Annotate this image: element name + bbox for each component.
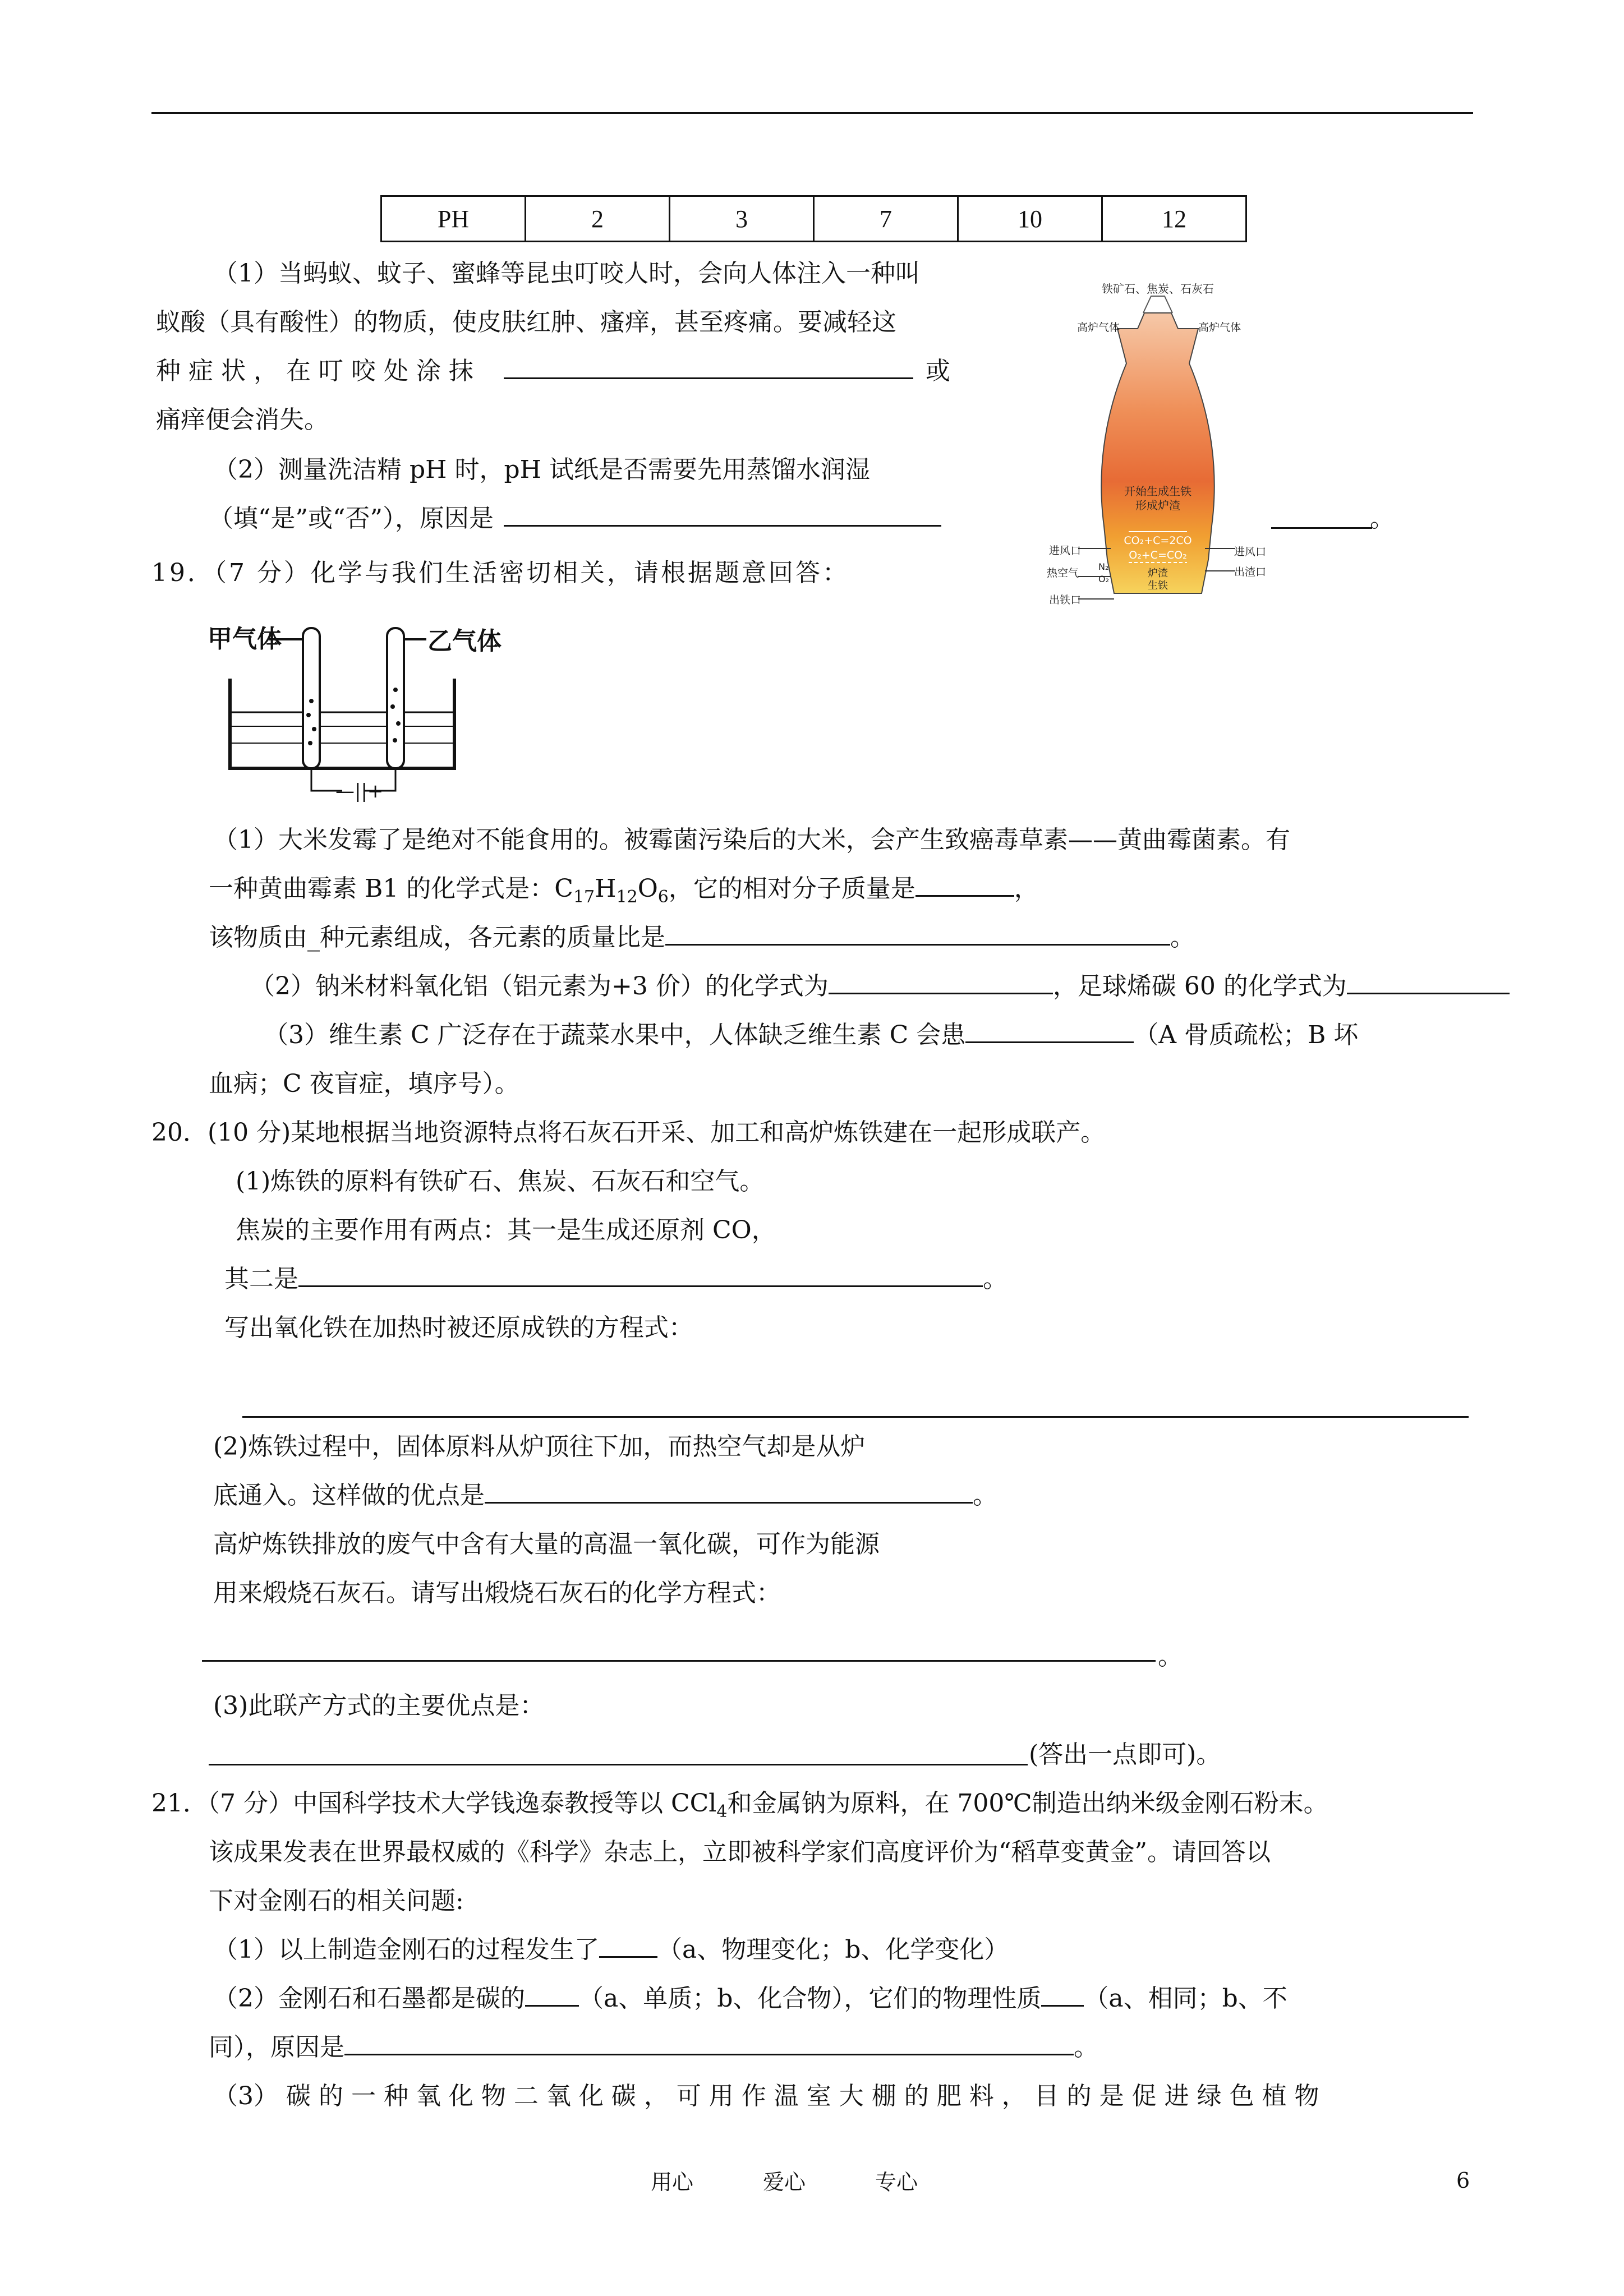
q20-p7: 高炉炼铁排放的废气中含有大量的高温一氧化碳，可作为能源 [213,1530,880,1559]
furnace-mid1: 开始生成生铁 [1124,485,1191,498]
answer-blank[interactable] [344,2031,1074,2055]
table-cell: 12 [1102,196,1246,242]
blast-furnace-diagram [1045,279,1271,620]
q21-text: （2）金刚石和石墨都是碳的 [213,1984,525,2013]
q21-text: 。 [1074,2033,1098,2062]
ph-table [380,195,1247,242]
q20-p5: (2)炼铁过程中，固体原料从炉顶往下加，而热空气却是从炉 [213,1432,866,1461]
q19-text: 该物质由_种元素组成，各元素的质量比是 [209,923,665,952]
q19-s2-line [250,970,1510,1003]
q21-text: 和金属钠为原料，在 700℃制造出纳米级金刚石粉末。 [727,1789,1328,1818]
electrolysis-figure [208,617,522,802]
q20-p1: (1)炼铁的原料有铁矿石、焦炭、石灰石和空气。 [236,1167,765,1196]
battery-symbol: —||+ [335,780,384,802]
q19-title: 19．（7 分）化学与我们生活密切相关，请根据题意回答： [151,559,849,587]
q20-p6 [213,1479,997,1513]
answer-blank[interactable] [485,1479,973,1504]
q21-text: 21．（7 分）中国科学技术大学钱逸泰教授等以 CCl [151,1789,717,1818]
q19-text: 。 [1170,923,1195,952]
q20-text: 其二是 [224,1265,298,1293]
furnace-top-label: 铁矿石、焦炭、石灰石 [1102,282,1214,296]
q20-text: 底通入。这样做的优点是 [213,1481,485,1510]
q20-p9: 。 [1158,1642,1183,1671]
footer-word: 用心 [651,2170,694,2194]
q21-line5 [213,1982,1287,2016]
q20-text: 。 [983,1265,1007,1293]
q21-line6 [209,2031,1098,2064]
q20-text: 。 [973,1481,997,1510]
table-row [381,196,1246,242]
q18-p1-line2: 蚁酸（具有酸性）的物质，使皮肤红肿、瘙痒，甚至疼痛。要减轻这 [156,308,896,336]
formula-subscript: 17 [573,887,595,907]
answer-blank[interactable] [202,1660,1156,1662]
gas-b-label: 乙气体 [427,627,502,656]
formula-subscript: 6 [657,887,669,907]
furnace-iron: 生铁 [1148,580,1168,592]
q19-text: ， [1014,874,1039,903]
answer-blank[interactable] [1347,970,1510,994]
electrolysis-diagram [208,617,522,802]
furnace-eq1: CO₂+C=2CO [1124,534,1192,547]
table-cell: 10 [958,196,1102,242]
q19-text: （2）钠米材料氧化铝（铝元素为+3 价）的化学式为 [250,972,829,1001]
q18-p1-line4: 痛痒便会消失。 [156,405,329,434]
q18-p1-line3 [156,354,950,388]
q20-p11: (答出一点即可)。 [1029,1740,1221,1769]
q19-text: （A 骨质疏松；B 坏 [1134,1021,1359,1049]
furnace-eq2: O₂+C=CO₂ [1129,549,1187,561]
q21-line1 [151,1787,1328,1829]
q18-text: （填“是”或“否”），原因是 [209,504,494,533]
furnace-right-in: 进风口 [1234,546,1267,558]
answer-blank[interactable] [504,502,941,527]
q20-p3 [224,1262,1007,1296]
q19-s1-line1: （1）大米发霉了是绝对不能食用的。被霉菌污染后的大米，会产生致癌毒草素——黄曲霉菌素。有 [213,826,1290,854]
table-cell: 7 [814,196,958,242]
q21-line4 [213,1933,1009,1967]
blast-furnace-figure [1045,279,1271,620]
formula-element: O [637,874,658,903]
gas-a-label: 甲气体 [208,625,282,653]
answer-blank[interactable] [829,970,1053,994]
furnace-gas-right: 高炉气体 [1198,321,1241,334]
furnace-left-in: 进风口 [1049,545,1082,557]
q18-text: 种 症 状 ， 在 叮 咬 处 涂 抹 [156,357,473,385]
answer-blank[interactable] [242,1416,1469,1418]
q20-title: 20．(10 分)某地根据当地资源特点将石灰石开采、加工和高炉炼铁建在一起形成联产。 [151,1118,1106,1147]
furnace-mid2: 形成炉渣 [1135,499,1180,512]
header-rule [151,112,1473,114]
answer-blank[interactable] [298,1263,983,1287]
footer-word: 专心 [875,2170,918,2194]
formula-element: H [595,874,617,903]
formula-subscript: 4 [716,1802,728,1822]
footer-word: 爱心 [763,2170,806,2194]
furnace-left-out: 出铁口 [1049,594,1082,606]
answer-blank[interactable] [1041,1983,1084,2007]
q18-p2-line2 [209,502,941,536]
q21-line3: 下对金刚石的相关问题: [209,1887,464,1915]
answer-blank[interactable] [965,1019,1134,1043]
table-header-cell: PH [381,196,526,242]
answer-blank[interactable] [1269,527,1372,529]
q19-s3-line1 [264,1018,1358,1052]
q18-period: 。 [1370,504,1395,533]
q21-text: （a、物理变化；b、化学变化） [657,1935,1009,1964]
answer-blank[interactable] [599,1934,657,1958]
answer-blank[interactable] [504,355,913,379]
answer-blank[interactable] [915,873,1014,897]
q18-p1-line1: （1）当蚂蚁、蚊子、蜜蜂等昆虫叮咬人时，会向人体注入一种叫 [213,259,920,288]
q19-text: 一种黄曲霉素 B1 的化学式是：C [209,874,573,903]
formula-subscript: 12 [616,887,638,907]
q19-text: ，它的相对分子质量是 [668,874,915,903]
answer-blank[interactable] [525,1983,579,2007]
q20-p2: 焦炭的主要作用有两点：其一是生成还原剂 CO， [236,1216,776,1244]
q18-text: 或 [925,357,950,385]
q21-text: 同），原因是 [209,2033,344,2062]
page-number: 6 [1456,2168,1470,2193]
q19-text: ，足球烯碳 60 的化学式为 [1052,972,1347,1001]
table-cell: 3 [670,196,814,242]
q21-text: （1）以上制造金刚石的过程发生了 [213,1935,599,1964]
furnace-slag: 炉渣 [1148,568,1168,579]
q19-s1-line2 [209,872,1039,914]
q20-p8: 用来煅烧石灰石。请写出煅烧石灰石的化学方程式： [213,1579,781,1607]
furnace-gas-left: 高炉气体 [1076,321,1120,334]
furnace-o2: O₂ [1098,574,1110,584]
q21-line2: 该成果发表在世界最权威的《科学》杂志上，立即被科学家们高度评价为“稻草变黄金”。请回答以 [209,1838,1271,1866]
q19-s1-line3 [209,921,1195,955]
furnace-n2: N₂ [1098,561,1109,572]
furnace-left-hot: 热空气 [1047,567,1079,579]
q21-line7: （3） 碳 的 一 种 氧 化 物 二 氧 化 碳 ， 可 用 作 温 室 大 棚 的 肥 料 ， 目 的 是 促 进 绿 色 植 物 [213,2082,1319,2110]
q19-text: （3）维生素 C 广泛存在于蔬菜水果中，人体缺乏维生素 C 会患 [264,1021,966,1049]
q20-p4: 写出氧化铁在加热时被还原成铁的方程式： [224,1313,693,1342]
table-cell: 2 [526,196,670,242]
answer-blank[interactable] [209,1764,1028,1765]
q18-p2-line1: （2）测量洗洁精 pH 时，pH 试纸是否需要先用蒸馏水润湿 [213,455,871,484]
q21-text: （a、单质；b、化合物），它们的物理性质 [579,1984,1042,2013]
q21-text: （a、相同；b、不 [1084,1984,1287,2013]
answer-blank[interactable] [665,921,1170,946]
q20-p10: (3)此联产方式的主要优点是： [213,1691,545,1720]
q19-s3-line2: 血病；C 夜盲症，填序号）。 [209,1069,519,1098]
furnace-right-slag: 出渣口 [1234,566,1267,578]
